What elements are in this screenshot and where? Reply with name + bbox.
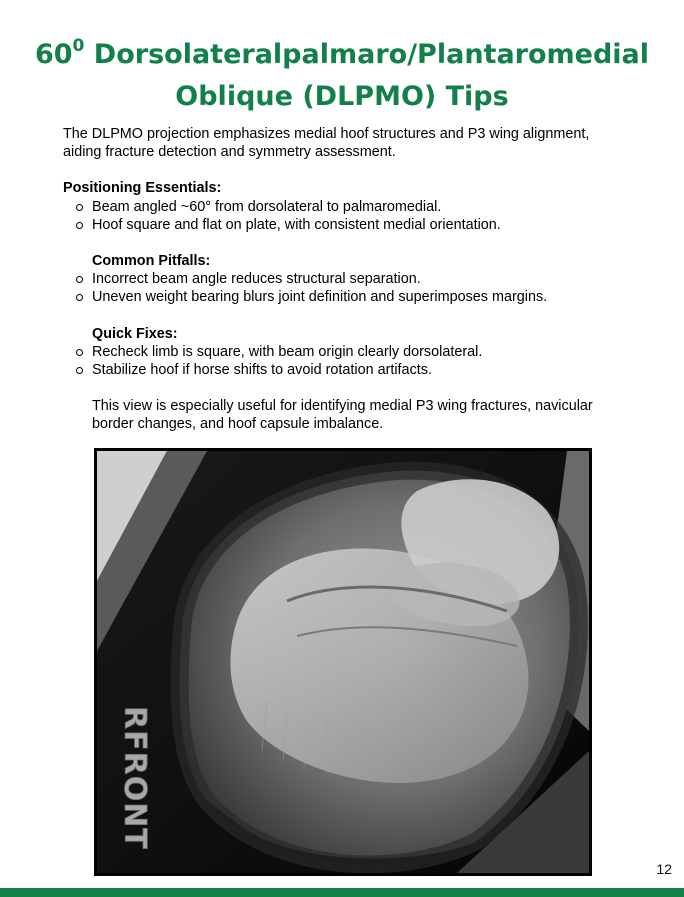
- fixes-heading: Quick Fixes:: [92, 325, 178, 342]
- pitfalls-heading: Common Pitfalls:: [92, 253, 211, 270]
- footer-bar: [0, 888, 684, 897]
- list-item: Beam angled ~60° from dorsolateral to palmaromedial.: [63, 198, 623, 216]
- pitfalls-list: [63, 270, 623, 306]
- title-degree-superscript: 0: [72, 36, 85, 56]
- fixes-list: [63, 343, 623, 379]
- list-item: Uneven weight bearing blurs joint definition and superimposes margins.: [63, 288, 623, 306]
- list-item: Recheck limb is square, with beam origin clearly dorsolateral.: [63, 343, 623, 361]
- list-item: Stabilize hoof if horse shifts to avoid rotation artifacts.: [63, 361, 623, 379]
- title-rest: Dorsolateralpalmaro/Plantaromedial Oblique (DLPMO) Tips: [84, 39, 650, 112]
- intro-paragraph: The DLPMO projection emphasizes medial hoof structures and P3 wing alignment, aiding fracture detection and symmetry assessment.: [63, 126, 590, 161]
- positioning-list: [63, 198, 623, 234]
- list-item: Hoof square and flat on plate, with consistent medial orientation.: [63, 216, 623, 234]
- body-content: [63, 125, 623, 434]
- title-prefix: 60: [34, 39, 73, 70]
- list-item: Incorrect beam angle reduces structural separation.: [63, 270, 623, 288]
- page-number: 12: [656, 861, 672, 877]
- hoof-radiograph: [94, 448, 592, 876]
- radiograph-marker: RFRONT: [117, 706, 152, 850]
- radiograph-image: [97, 451, 589, 873]
- page-title: [10, 34, 674, 118]
- closing-paragraph: This view is especially useful for identifying medial P3 wing fractures, navicular border changes, and hoof capsule imbalance.: [92, 398, 593, 433]
- positioning-heading: Positioning Essentials:: [63, 180, 222, 197]
